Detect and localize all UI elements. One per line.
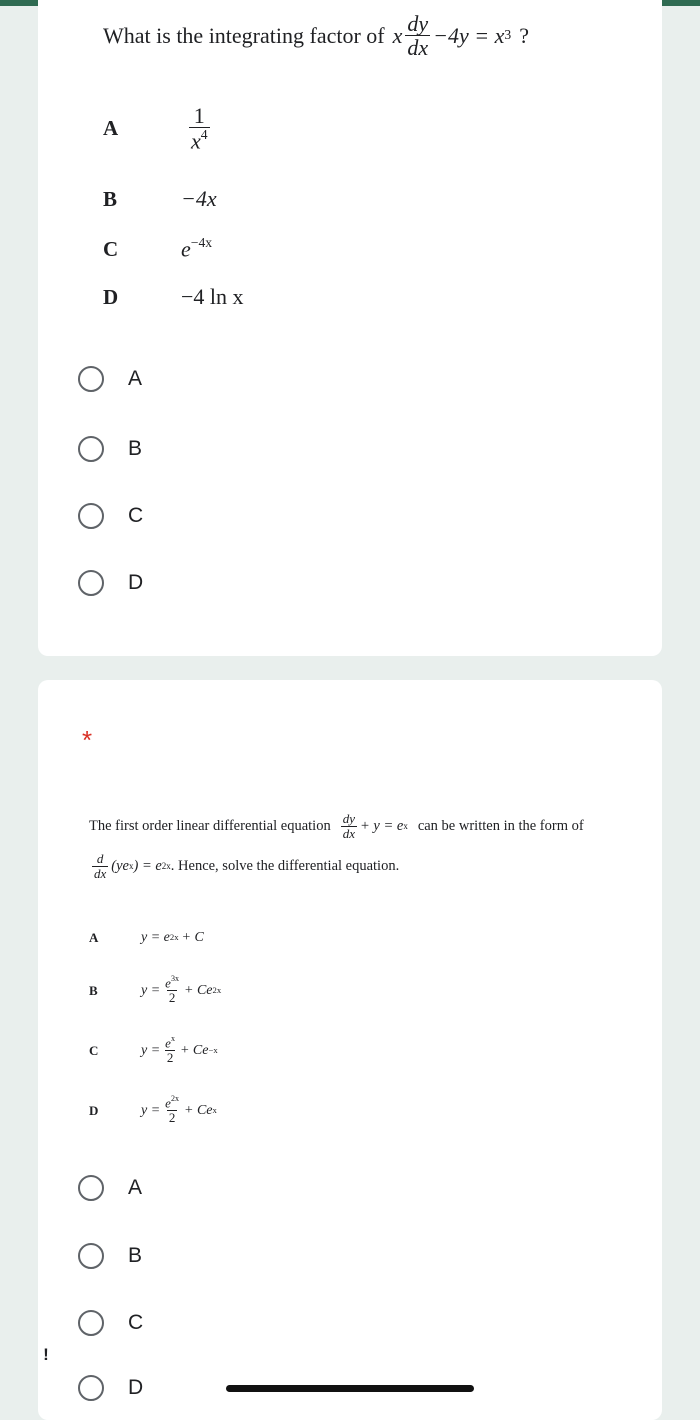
question-2-line-2: $\frac{d}{dx}$ (ye $^x$ ) = e $^{2x}$ . Hence, solve the differential equation. <box>94 851 400 881</box>
q2-option-a: A y = e $^{2x}$ + C <box>89 930 204 945</box>
radio-button[interactable] <box>78 1175 104 1201</box>
radio-button[interactable] <box>78 436 104 462</box>
q1-choice-b[interactable]: B <box>78 436 142 462</box>
q2-option-d: D y = $\frac{e^{2x}}{2}$ + Ce $^x$ <box>89 1094 217 1125</box>
q2-choice-a[interactable]: A <box>78 1175 142 1201</box>
radio-button[interactable] <box>78 503 104 529</box>
q1-choice-a[interactable]: A <box>78 366 142 392</box>
radio-button[interactable] <box>78 1310 104 1336</box>
q1-option-a: A $\frac{1}{x^4}$ <box>103 103 208 154</box>
question-1-text: What is the integrating factor of x $\frac{dy}{dx}$ −4y = x $^3$ ? <box>103 11 529 61</box>
alert-icon[interactable]: ! <box>38 1344 54 1366</box>
q2-option-c: C y = $\frac{e^x}{2}$ + Ce $^{-x}$ <box>89 1034 218 1065</box>
home-indicator[interactable] <box>226 1385 474 1392</box>
question-2-line-1: The first order linear differential equation $\frac{dy}{dx}$ + y = e $^x$ can be written in the form of <box>89 811 584 841</box>
radio-button[interactable] <box>78 1375 104 1401</box>
q2-option-b: B y = $\frac{e^{3x}}{2}$ + Ce $^{2x}$ <box>89 974 222 1005</box>
eq-x: x <box>392 23 403 49</box>
q2-choice-b[interactable]: B <box>78 1243 142 1269</box>
q1-option-c: C $e^{-4x}$ <box>103 234 213 262</box>
eq-rest: −4y = x <box>433 23 505 49</box>
radio-button[interactable] <box>78 366 104 392</box>
q1-option-b: B −4x <box>103 186 217 211</box>
q1-choice-d[interactable]: D <box>78 570 143 596</box>
q2-choice-d[interactable]: D <box>78 1375 143 1401</box>
required-mark: * <box>82 725 93 755</box>
q2-choice-c[interactable]: C <box>78 1310 143 1336</box>
radio-button[interactable] <box>78 570 104 596</box>
radio-button[interactable] <box>78 1243 104 1269</box>
q1-option-d: D −4 ln x <box>103 284 244 309</box>
question-1-prefix: What is the integrating factor of <box>103 23 385 49</box>
q1-choice-c[interactable]: C <box>78 503 143 529</box>
question-card-1 <box>38 0 662 656</box>
dy-dx-fraction: $\frac{dy}{dx}$ <box>407 11 429 61</box>
